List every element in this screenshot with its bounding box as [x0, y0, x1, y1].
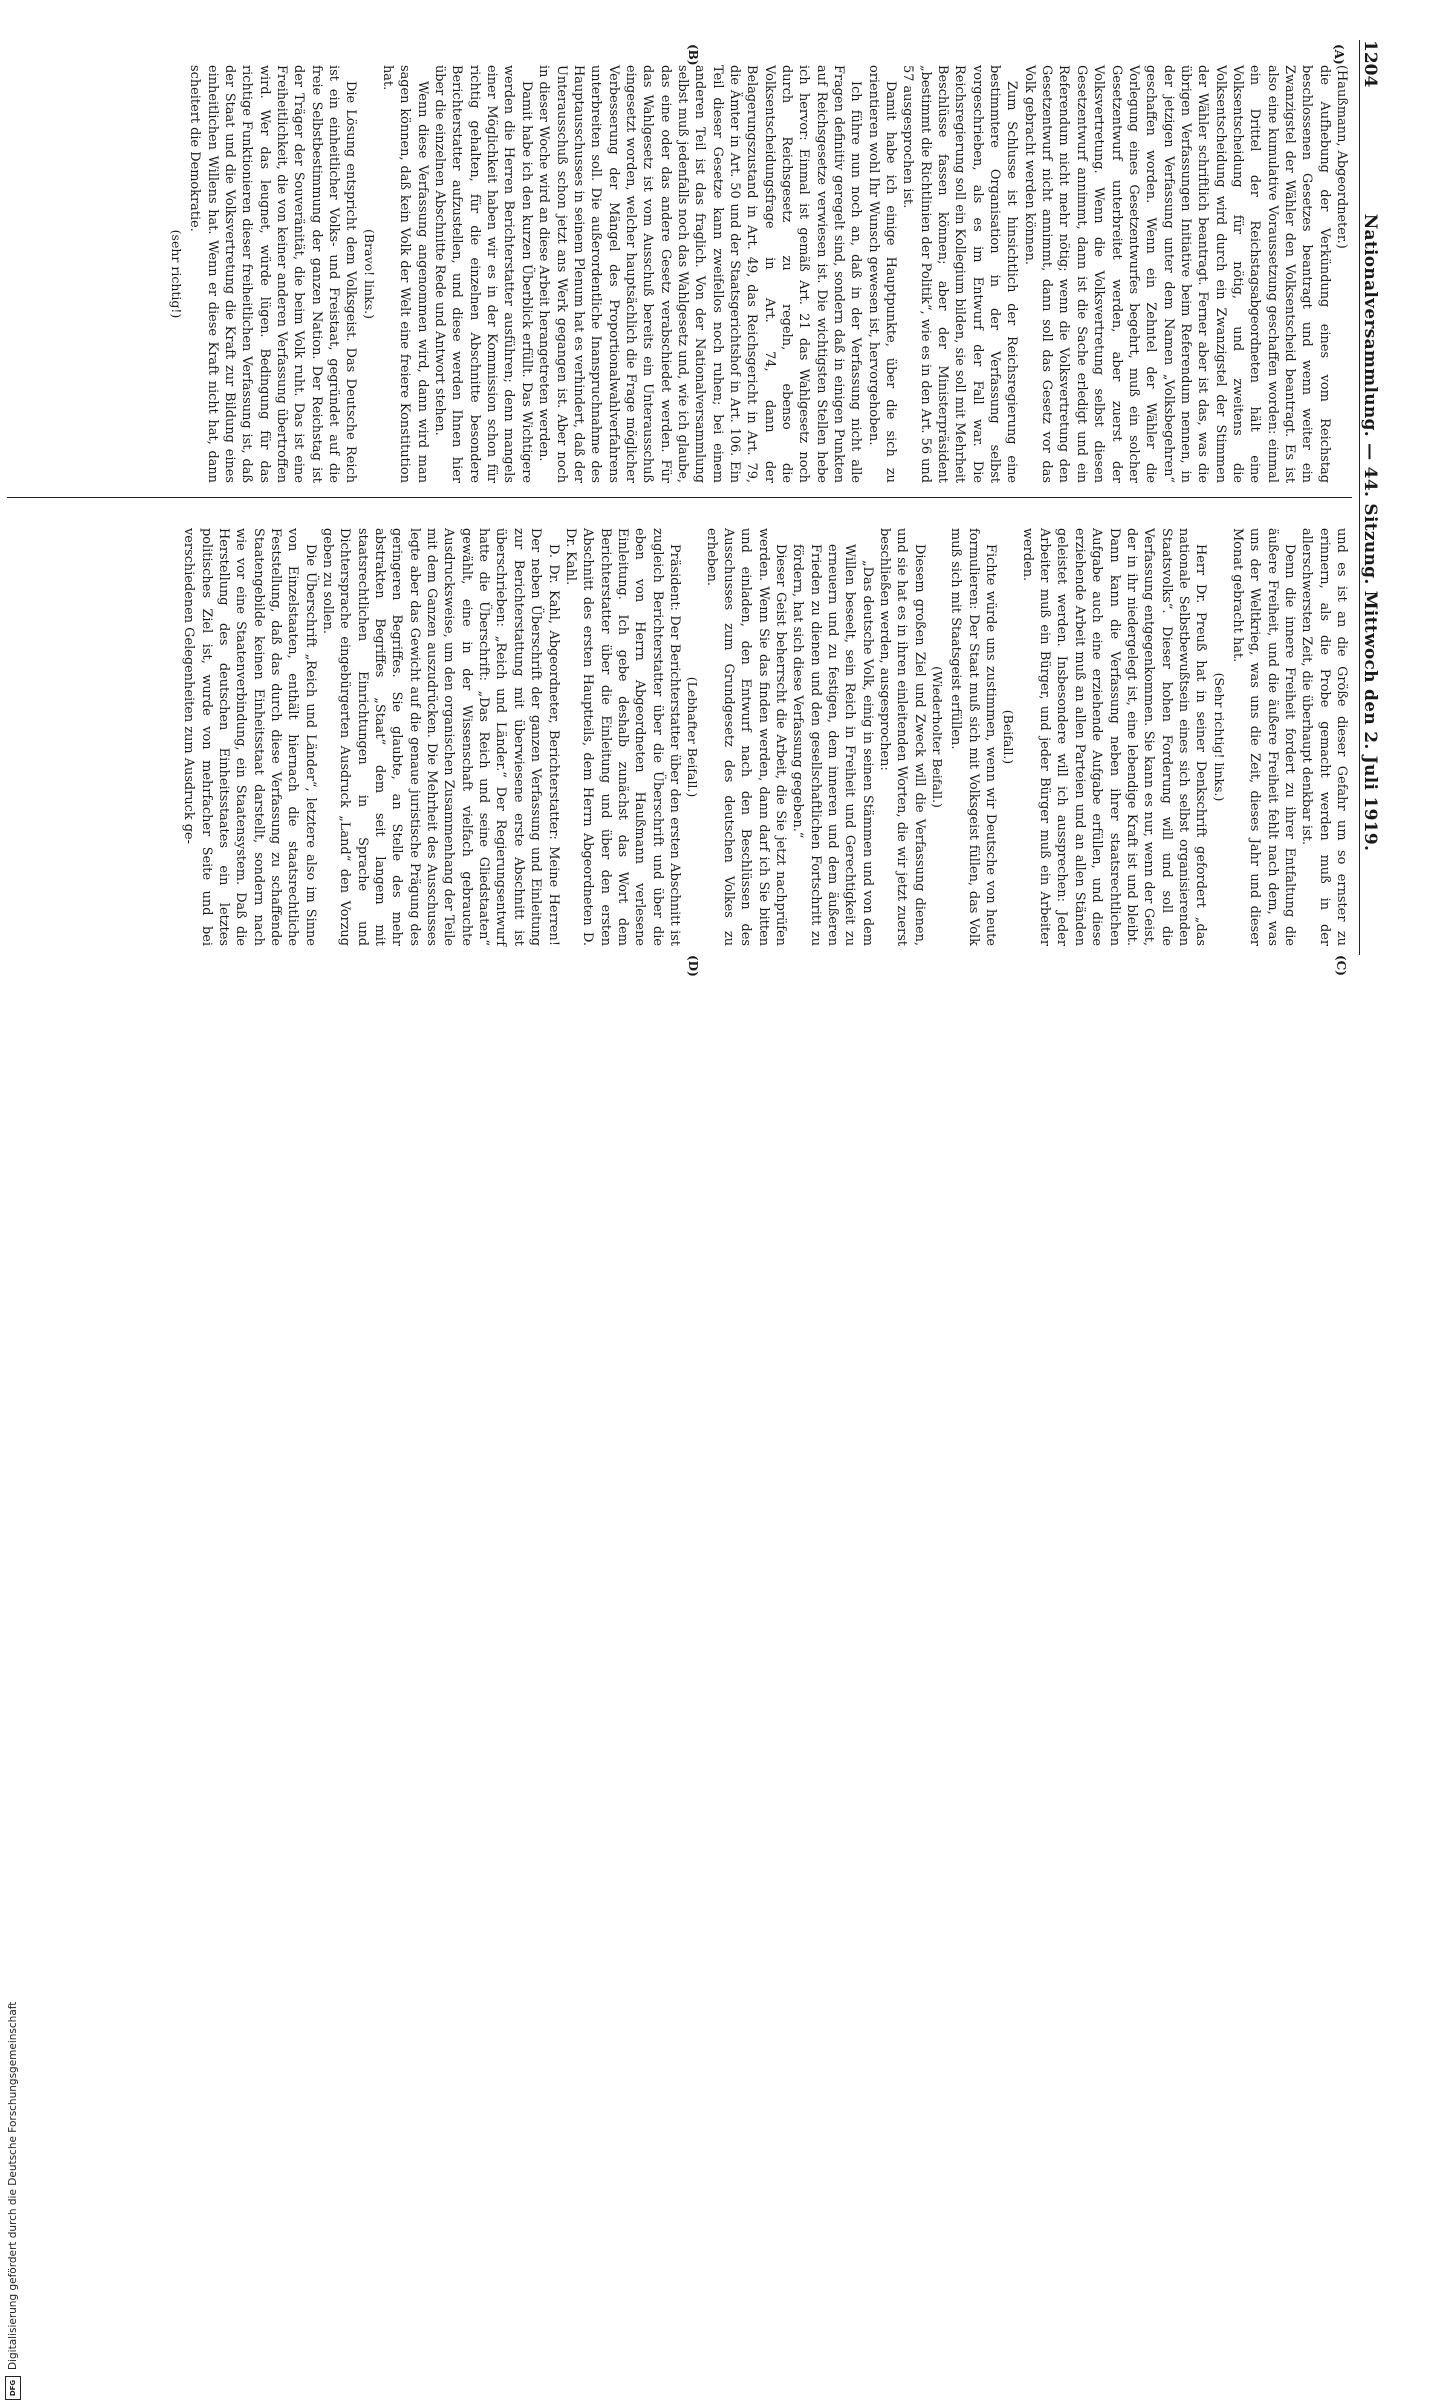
paragraph: die Aufhebung der Verkündung eines vom Reichstag beschlossenen Gesetzes beantragt und wenn weiter ein Zwanzigstel der Wähler den Volksentscheid beantragt. Es ist also eine kumulative Voraussetzung geschaffen worden: einmal ein Drittel der Reichstagsabgeordneten hält eine Volksentscheidung für nötig, und zweitens die Volksentscheidung wird durch ein Zwanzigstel der Stimmen der Wähler schriftlich beantragt. Ferner aber ist das, was die übrigen Verfassungen Initiative beim Referendum nennen, in der jetzigen Verfassung unter dem Namen „Volksbegehren“ geschaffen worden. Wenn ein Zehntel der Wähler die Vorlegung eines Gesetzentwurfes begehrt, muß ein solcher Gesetzentwurf unterbreitet werden, aber zuerst der Volksvertretung. Wenn die Volksvertretung selbst diesen Gesetzentwurf annimmt, dann ist die Sache erledigt und ein Referendum nicht mehr nötig; wenn die Volksvertretung den Gesetzentwurf nicht annimmt, dann soll das Gesetz vor das Volk gebracht werden können. [1021, 65, 1332, 483]
digitization-credit-strip [0, 1408, 26, 2408]
paragraph: Wenn diese Verfassung angenommen wird, dann wird man sagen können, daß kein Volk der Welt eine freiere Konstitution hat. [380, 65, 430, 483]
running-title: Nationalversammlung. — 44. Sitzung. Mittwoch den 2. Juli 1919. [1360, 213, 1380, 852]
paragraph: und es ist an die Größe dieser Gefahr um so ernster zu erinnern, als die Probe gemacht werden muß in der allerschwersten Zeit, die überhaupt denkbar ist. [1299, 528, 1349, 946]
left-text-column [167, 65, 1350, 483]
interjection: (Wiederholter Beifall.) [930, 666, 946, 808]
margin-marker-a: (A) [1332, 44, 1346, 65]
right-text-column [180, 528, 1350, 946]
paragraph: Diesem großen Ziel und Zweck will die Verfassung dienen, und sie hat es in ihren einleitenden Worten, die wir jetzt zuerst beschließen werden, ausgesprochen: [877, 528, 927, 946]
paragraph: Denn die innere Freiheit fordert zu ihrer Entfaltung die äußere Freiheit, und die äußere Freiheit fehlt nach dem, was uns der Weltkrieg, was uns die Zeit, dieses Jahr und dieser Monat gebracht hat. [1229, 528, 1297, 946]
digitization-credit: Digitalisierung gefördert durch die Deutsche Forschungsgemeinschaft [7, 2001, 19, 2370]
dfg-logo: DFG [5, 2376, 21, 2400]
page-number: 1204 [1360, 40, 1380, 88]
paragraph: Fichte würde uns zustimmen, wenn wir Deutsche von heute formulieren: Der Staat muß sich mit Volksgeist füllen, das Volk muß sich mit Staatsgeist erfüllen. [948, 528, 999, 946]
page-header [1359, 40, 1386, 955]
interjection: (Beifall.) [1001, 709, 1017, 765]
paragraph: Die Überschrift „Reich und Länder“, letztere also im Sinne von Einzelstaaten, enthält hiernach die staatsrechtliche Feststellung, daß das durch diese Verfassung zu schaffende Staatengebilde keinen Einheitsstaat darstellt, sondern nach wie vor eine Staatenverbindung, ein Staatensystem. Daß die Herstellung des deutschen Einheitsstaates ein letztes politisches Ziel ist, wurde von mehrfacher Seite und bei verschiedenen Gelegenheiten zum Ausdruck ge- [181, 528, 318, 946]
margin-marker-c: (C) [1334, 955, 1348, 976]
paragraph: (Haußmann, Abgeordneter.) [1334, 65, 1349, 249]
interjection: (Bravo! links.) [361, 229, 377, 319]
paragraph: D. Dr. Kahl, Abgeordneter, Berichterstatter: Meine Herren! Der neben Überschrift der ganzen Verfassung und Einleitung zur Berichterstattung mit überwiesene erste Abschnitt ist überschrieben: „Reich und Länder.“ Der Regierungsentwurf hatte die Überschrift: „Das Reich und seine Gliedstaaten“ gewählt, eine in der Wissenschaft vielfach gebrauchte Ausdrucksweise, um den organischen Zusammenhang der Teile mit dem Ganzen auszudrücken. Die Mehrheit des Ausschusses legte aber das Gewicht auf die genaue juristische Prägung des geringeren Begriffes. Sie glaubte, an Stelle des mehr abstrakten Begriffes „Staat“ dem seit langem mit staatsrechtlichen Einrichtungen in Sprache und Dichtersprache eingebürgerten Ausdruck „Land“ den Vorzug geben zu sollen. [320, 528, 561, 946]
interjection: (Lebhafter Beifall.) [685, 676, 701, 798]
margin-marker-b: (B) [686, 44, 700, 66]
paragraph: Damit habe ich den kurzen Überblick erfüllt. Das Wichtigere werden die Herren Berichterstatter ausführen; denn mangels einer Möglichkeit haben wir es in der Kommission schon für richtig gehalten, für die einzelnen Abschnitte besondere Berichterstatter aufzustellen, und diese werden Ihnen hier über die einzelnen Abschnitte Rede und Antwort stehen. [432, 65, 534, 483]
paragraph: Damit habe ich einige Hauptpunkte, über die sich zu orientieren wohl Ihr Wunsch gewesen ist, hervorgehoben. [865, 65, 899, 483]
paragraph: Zum Schlusse ist hinsichtlich der Reichsregierung eine bestimmtere Organisation in der Verfassung selbst vorgeschrieben, als es im Entwurf der Fall war. Die Reichsregierung soll ein Kollegium bilden, sie soll mit Mehrheit Beschlüsse fassen können; aber der Ministerpräsident „bestimmt die Richtlinien der Politik“, wie es in den Art. 56 und 57 ausgesprochen ist. [900, 65, 1020, 483]
document-page [0, 0, 1400, 1000]
paragraph: Die Lösung entspricht dem Volksgeist. Das Deutsche Reich ist ein einheitlicher Volks- und Freistaat, gegründet auf die freie Selbstbestimmung der ganzen Nation. Der Reichstag ist der Träger der Souveränität, die beim Volk ruht. Das ist eine Freiheitlichkeit, die von keiner anderen Verfassung übertroffen wird. Wer das leugnet, würde lügen. Bedingung für das richtige Funktionieren dieser freiheitlichen Verfassung ist, daß der Staat und die Volksvertretung die Kraft zur Bildung eines einheitlichen Willens hat. Wenn er diese Kraft nicht hat, dann scheitert die Demokratie. [187, 65, 359, 483]
column-divider [7, 497, 1352, 498]
interjection: (Sehr richtig! links.) [1211, 672, 1227, 802]
paragraph: Präsident: Der Berichterstatter über den ersten Abschnitt ist zugleich Berichterstatter über die Überschrift und über die eben von Herrn Abgeordneten Haußmann verlesene Einleitung. Ich gebe deshalb zunächst das Wort dem Berichterstatter über die Einleitung und über den ersten Abschnitt des ersten Hauptteils, dem Herrn Abgeordneten D. Dr. Kahl. [562, 528, 682, 946]
interjection: (sehr richtig!) [168, 229, 184, 319]
paragraph: Herr Dr. Preuß hat in seiner Denkschrift gefordert „das nationale Selbstbewußtsein eines sich selbst organisierenden Staatsvolks“. Dieser hohen Forderung will und soll die Verfassung entgegenkommen. Sie kann es nur, wenn der Geist, der in ihr niedergelegt ist, eine lebendige Kraft ist und bleibt. Dann kann die Verfassung neben ihrer staatsrechtlichen Aufgabe auch eine erziehende Aufgabe erfüllen, und diese erziehende Arbeit muß an allen Parteien und an allen Ständen geleistet werden. Insbesondere will ich aussprechen: Jeder Arbeiter muß ein Bürger, und jeder Bürger muß ein Arbeiter werden. [1019, 528, 1209, 946]
margin-marker-d: (D) [686, 955, 700, 977]
paragraph: „Das deutsche Volk, einig in seinen Stämmen und von dem Willen beseelt, sein Reich in Freiheit und Gerechtigkeit zu erneuern und zu festigen, dem inneren und dem äußeren Frieden zu dienen und den gesellschaftlichen Fortschritt zu fördern, hat sich diese Verfassung gegeben.“ [790, 544, 875, 946]
paragraph: Dieser Geist beherrscht die Arbeit, die Sie jetzt nachprüfen werden. Wenn Sie das finden werden, dann darf ich Sie bitten und einladen, den Entwurf nach den Beschlüssen des Ausschusses zum Grundgesetz des deutschen Volkes zu erheben. [703, 528, 788, 946]
paragraph: Ich führe nun noch an, daß in der Verfassung nicht alle Fragen definitiv geregelt sind, sondern daß in einigen Punkten auf Reichsgesetze verwiesen ist. Die wichtigsten Stellen hebe ich hervor: Einmal ist gemäß Art. 21 das Wahlgesetz noch durch Reichsgesetz zu regeln, ebenso die Volksentscheidungsfrage in Art. 74, dann der Belagerungszustand in Art. 49, das Reichsgericht in Art. 79, die Ämter in Art. 50 und der Staatsgerichtshof in Art. 106. Ein Teil dieser Gesetze kann zweifellos noch ruhen; bei einem anderen Teil ist das fraglich. Von der Nationalversammlung selbst muß jedenfalls noch das Wahlgesetz und, wie ich glaube, das eine oder das andere Gesetz verabschiedet werden. Für das Wahlgesetz ist vom Ausschuß bereits ein Unterausschuß eingesetzt worden, welcher hauptsächlich die Frage möglicher Verbesserung der Mängel des Proportionalwahlverfahrens unterbreiten soll. Die außerordentliche Inanspruchnahme des Hauptausschusses in seinem Plenum hat es verhindert, daß der Unterausschuß schon jetzt ans Werk gegangen ist. Aber noch in dieser Woche wird an diese Arbeit herangetreten werden. [536, 65, 864, 483]
